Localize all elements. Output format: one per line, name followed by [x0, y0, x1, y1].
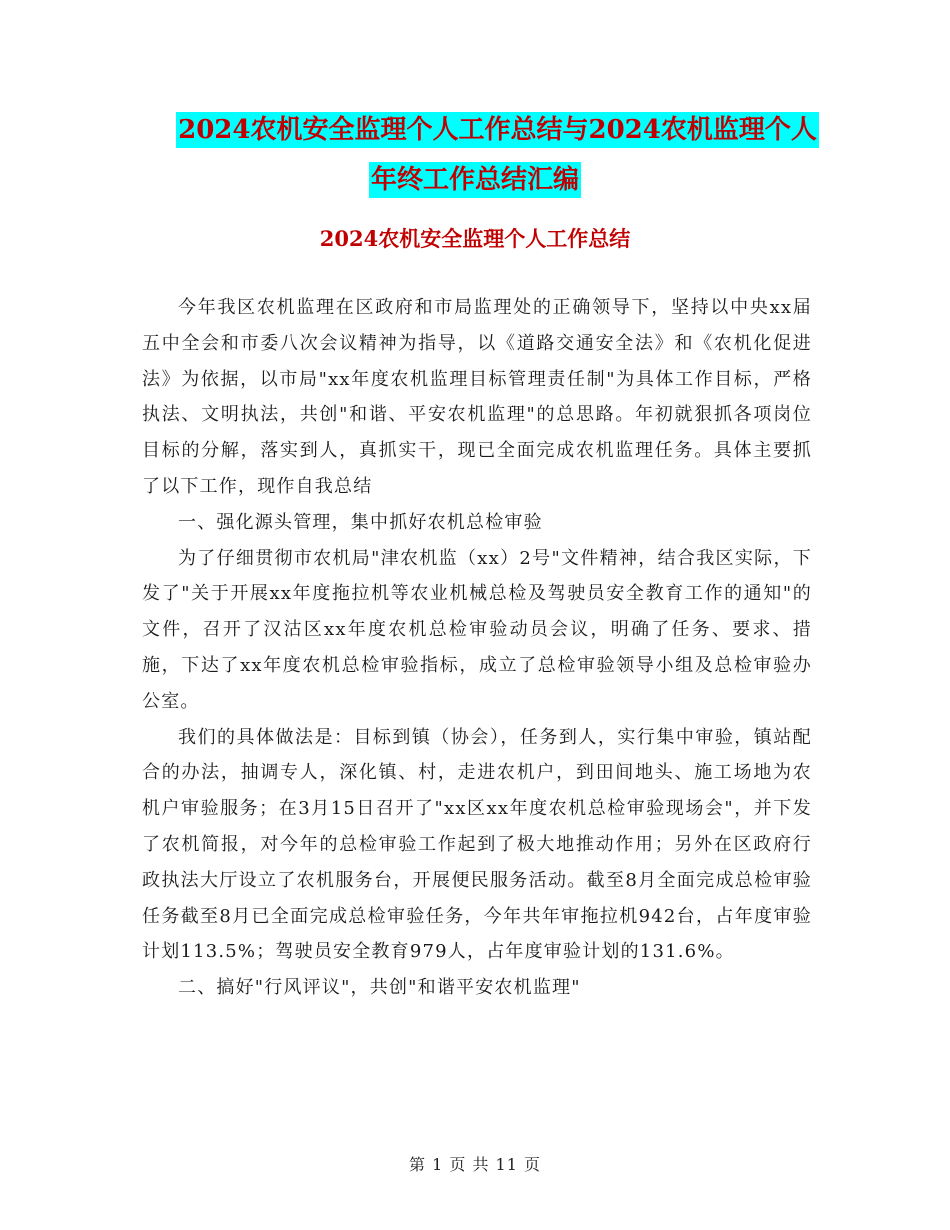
paragraph: 我们的具体做法是：目标到镇（协会），任务到人，实行集中审验，镇站配合的办法，抽调专人，深化镇、村，走进农机户，到田间地头、施工场地为农机户审验服务；在3月15日召开了"xx区xx年度农机总检审验现场会"，并下发了农机简报，对今年的总检审验工作起到了极大地推动作用；另外在区政府行政执法大厅设立了农机服务台，开展便民服务活动。截至8月全面完成总检审验任务截至8月已全面完成总检审验任务，今年共年审拖拉机942台，占年度审验计划113.5%；驾驶员安全教育979人，占年度审验计划的131.6%。: [142, 726, 812, 963]
document-title-line-1: 2024农机安全监理个人工作总结与2024农机监理个人: [176, 112, 819, 148]
paragraph: 今年我区农机监理在区政府和市局监理处的正确领导下，坚持以中央xx届五中全会和市委八次会议精神为指导，以《道路交通安全法》和《农机化促进法》为依据，以市局"xx年度农机监理目标管理责任制"为具体工作目标，严格执法、文明执法，共创"和谐、平安农机监理"的总思路。年初就狠抓各项岗位目标的分解，落实到人，真抓实干，现已全面完成农机监理任务。具体主要抓了以下工作，现作自我总结: [142, 297, 812, 497]
paragraph-heading: 一、强化源头管理，集中抓好农机总检审验: [178, 511, 543, 533]
page-footer: 第 1 页 共 11 页: [409, 1155, 541, 1174]
section-title: 2024农机安全监理个人工作总结: [319, 226, 631, 251]
paragraph: 为了仔细贯彻市农机局"津农机监（xx）2号"文件精神，结合我区实际，下发了"关于开展xx年度拖拉机等农业机械总检及驾驶员安全教育工作的通知"的文件，召开了汉沽区xx年度农机总检审验动员会议，明确了任务、要求、措施，下达了xx年度农机总检审验指标，成立了总检审验领导小组及总检审验办公室。: [142, 547, 812, 712]
paragraph-heading: 二、搞好"行风评议"，共创"和谐平安农机监理": [178, 977, 581, 999]
document-body: [142, 290, 812, 1006]
document-title-line-2: 年终工作总结汇编: [369, 162, 581, 198]
document-title: [0, 112, 950, 198]
